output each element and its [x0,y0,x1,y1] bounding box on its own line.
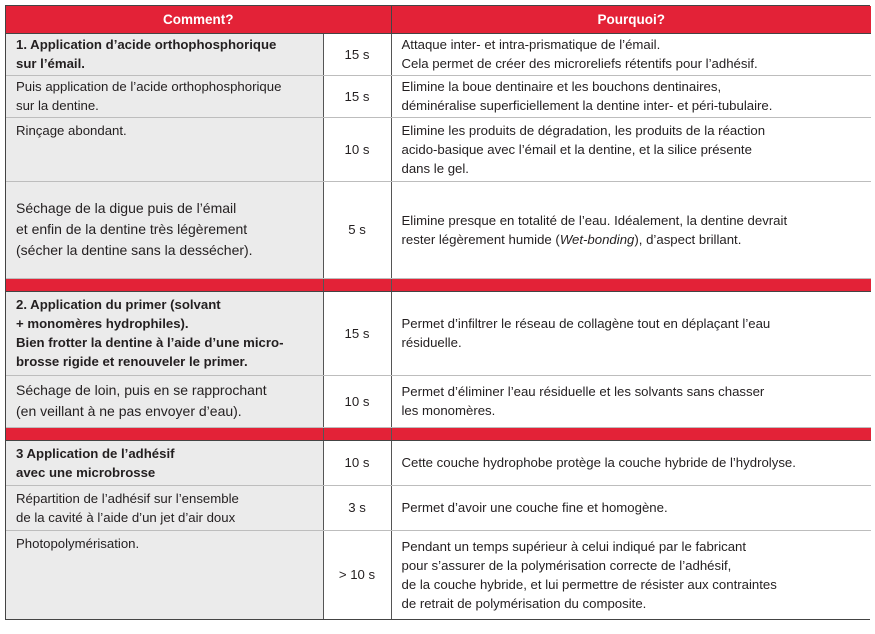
table-row [6,530,871,619]
step-why [391,33,871,75]
table-row [6,75,871,117]
why-line: Attaque inter- et intra-prismatique de l’émail. [401,37,661,52]
how-line: (sécher la dentine sans la dessécher). [16,242,253,258]
how-line: Séchage de loin, puis en se rapprochant [16,382,267,398]
why-line: Elimine presque en totalité de l’eau. Idéalement, la dentine devrait [401,212,788,228]
why-line: dans le gel. [401,160,469,176]
how-line: + monomères hydrophiles). [16,316,189,331]
step-duration: 15 s [323,33,391,75]
step-why [391,440,871,485]
step-how [6,375,323,427]
table-header-row [6,6,871,33]
how-line: avec une microbrosse [16,464,156,480]
protocol-table [5,5,870,620]
how-line: Bien frotter la dentine à l’aide d’une micro- [16,335,284,350]
step-duration: 3 s [323,485,391,530]
table-row [6,485,871,530]
why-emphasis: Wet-bonding [559,231,635,247]
table-row [6,117,871,181]
why-line: Permet d’infiltrer le réseau de collagène tout en déplaçant l’eau [401,316,771,331]
how-line: 1. Application d’acide orthophosphorique [16,37,277,52]
why-line: Permet d’éliminer l’eau résiduelle et les solvants sans chasser [401,384,765,399]
how-line: Séchage de la digue puis de l’émail [16,200,237,216]
step-why [391,75,871,117]
why-line: Pendant un temps supérieur à celui indiqué par le fabricant [401,538,747,554]
why-line: Cette couche hydrophobe protège la couche hybride de l’hydrolyse. [401,455,796,470]
why-line: les monomères. [401,403,496,418]
why-line: Elimine les produits de dégradation, les produits de la réaction [401,122,766,138]
step-duration: 15 s [323,75,391,117]
how-line: Répartition de l’adhésif sur l’ensemble [16,490,239,506]
header-why: Pourquoi? [391,6,871,33]
step-why [391,117,871,181]
step-duration: 15 s [323,291,391,375]
step-duration: 10 s [323,375,391,427]
why-line: résiduelle. [401,335,462,350]
how-line: (en veillant à ne pas envoyer d’eau). [16,403,242,419]
step-how [6,530,323,619]
why-line: déminéralise superficiellement la dentine inter- et péri-tubulaire. [401,98,773,113]
header-how: Comment? [6,6,391,33]
how-line: sur la dentine. [16,98,99,113]
step-how [6,485,323,530]
how-line: brosse rigide et renouveler le primer. [16,354,248,369]
step-duration: 10 s [323,440,391,485]
why-line: Cela permet de créer des microreliefs rétentifs pour l’adhésif. [401,56,758,71]
step-how [6,181,323,278]
why-line: Permet d’avoir une couche fine et homogène. [401,500,668,515]
step-why [391,375,871,427]
how-line: sur l’émail. [16,56,85,71]
step-how [6,75,323,117]
why-text: rester légèrement humide ( [401,231,560,247]
how-line: 2. Application du primer (solvant [16,297,221,312]
step-why [391,181,871,278]
step-duration: 5 s [323,181,391,278]
step-how [6,117,323,181]
how-line: de la cavité à l’aide d’un jet d’air doux [16,509,236,525]
table-row [6,375,871,427]
step-how [6,33,323,75]
how-line: Puis application de l’acide orthophosphorique [16,79,282,94]
how-line: Photopolymérisation. [16,535,140,551]
why-line: de retrait de polymérisation du composite. [401,595,647,611]
step-why [391,485,871,530]
why-line: Elimine la boue dentinaire et les bouchons dentinaires, [401,79,722,94]
step-how [6,291,323,375]
table-row [6,181,871,278]
how-line: 3 Application de l’adhésif [16,445,175,461]
table-row [6,440,871,485]
step-how [6,440,323,485]
why-line [402,230,862,249]
why-line: pour s’assurer de la polymérisation correcte de l’adhésif, [401,557,732,573]
why-line: de la couche hybride, et lui permettre de résister aux contraintes [401,576,777,592]
section-separator [6,278,871,291]
step-why [391,291,871,375]
why-text: ), d’aspect brillant. [634,231,742,247]
how-line: Rinçage abondant. [16,122,127,138]
step-duration: 10 s [323,117,391,181]
step-duration: > 10 s [323,530,391,619]
how-line: et enfin de la dentine très légèrement [16,221,248,237]
why-line: acido-basique avec l’émail et la dentine, et la silice présente [401,141,752,157]
table-row [6,33,871,75]
step-why [391,530,871,619]
table-row [6,291,871,375]
section-separator [6,427,871,440]
